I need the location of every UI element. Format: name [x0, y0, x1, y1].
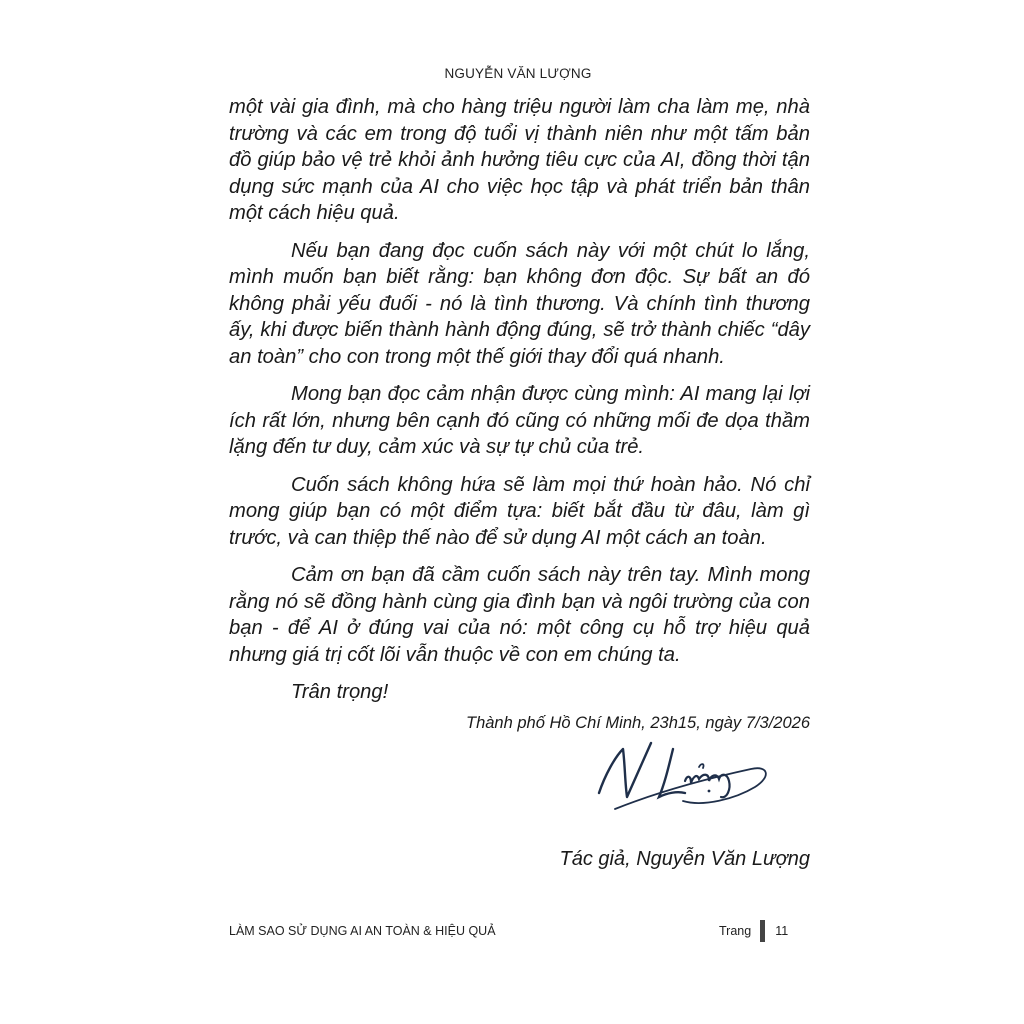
paragraph: Nếu bạn đang đọc cuốn sách này với một chút lo lắng, mình muốn bạn biết rằng: bạn không đơn độc. Sự bất an đó không phải yếu đuối - nó là tình thương. Và chính tình thương ấy, khi được biến thành hành động đúng, sẽ trở thành chiếc “dây an toàn” cho con trong một thế giới thay đổi quá nhanh.: [229, 239, 810, 368]
paragraph-continued: một vài gia đình, mà cho hàng triệu người làm cha làm mẹ, nhà trường và các em trong độ tuổi vị thành niên như một tấm bản đồ giúp bảo vệ trẻ khỏi ảnh hưởng tiêu cực của AI, đồng thời tận dụng sức mạnh của AI cho việc học tập và phát triển bản thân một cách hiệu quả.: [229, 96, 810, 224]
paragraph: Mong bạn đọc cảm nhận được cùng mình: AI mang lại lợi ích rất lớn, nhưng bên cạnh đó cũng có những mối đe dọa thầm lặng đến tư duy, cảm xúc và sự tự chủ của trẻ.: [229, 383, 810, 458]
paragraph: Cuốn sách không hứa sẽ làm mọi thứ hoàn hảo. Nó chỉ mong giúp bạn có một điểm tựa: biết bắt đầu từ đâu, làm gì trước, và can thiệp thế nào để sử dụng AI một cách an toàn.: [229, 473, 810, 549]
page-divider: [760, 920, 765, 942]
handwritten-signature: [585, 735, 775, 817]
page-body: [229, 94, 810, 717]
footer-page-indicator: [719, 920, 788, 942]
place-date-line: Thành phố Hồ Chí Minh, 23h15, ngày 7/3/2026: [466, 714, 810, 732]
footer-book-title: LÀM SAO SỬ DỤNG AI AN TOÀN & HIỆU QUẢ: [229, 924, 496, 938]
author-line: Tác giả, Nguyễn Văn Lượng: [559, 848, 810, 870]
closing-line: Trân trọng!: [291, 681, 389, 703]
paragraph: Cảm ơn bạn đã cầm cuốn sách này trên tay. Mình mong rằng nó sẽ đồng hành cùng gia đình bạn và ngôi trường của con bạn - để AI ở đúng vai của nó: một công cụ hỗ trợ hiệu quả nhưng giá trị cốt lõi vẫn thuộc về con em chúng ta.: [229, 564, 810, 666]
running-header: NGUYỄN VĂN LƯỢNG: [444, 66, 592, 81]
page-number: 11: [775, 924, 789, 938]
page-label: Trang: [719, 924, 752, 938]
